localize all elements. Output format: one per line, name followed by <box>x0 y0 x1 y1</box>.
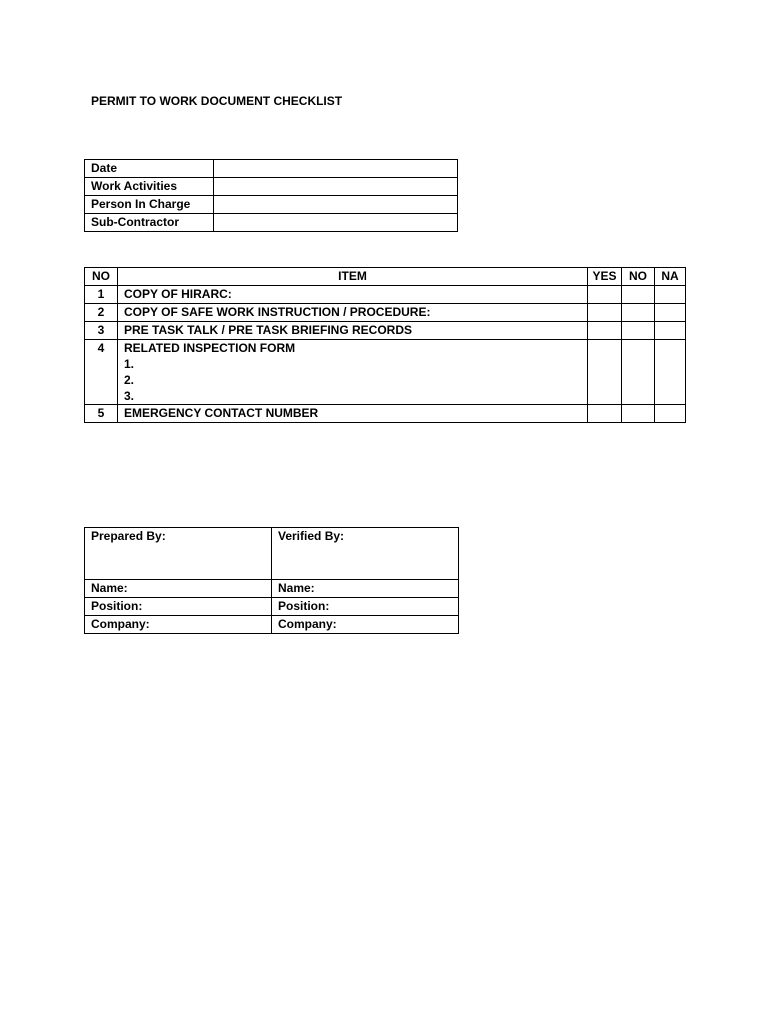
person-in-charge-label: Person In Charge <box>85 196 214 214</box>
na-cell[interactable] <box>655 322 686 340</box>
verified-company-label: Company: <box>272 616 459 634</box>
page-title: PERMIT TO WORK DOCUMENT CHECKLIST <box>91 94 343 108</box>
no-cell[interactable] <box>622 286 655 304</box>
info-row-work-activities <box>85 178 458 196</box>
sub-contractor-label: Sub-Contractor <box>85 214 214 232</box>
table-row <box>85 340 686 405</box>
info-row-person-in-charge <box>85 196 458 214</box>
row-number: 3 <box>85 322 118 340</box>
na-cell[interactable] <box>655 304 686 322</box>
header-no-answer: NO <box>622 268 655 286</box>
yes-cell[interactable] <box>588 304 622 322</box>
verified-position-label: Position: <box>272 598 459 616</box>
yes-cell[interactable] <box>588 340 622 405</box>
prepared-name-label: Name: <box>85 580 272 598</box>
row-number: 4 <box>85 340 118 405</box>
header-yes: YES <box>588 268 622 286</box>
table-row <box>85 286 686 304</box>
yes-cell[interactable] <box>588 405 622 423</box>
yes-cell[interactable] <box>588 286 622 304</box>
header-no: NO <box>85 268 118 286</box>
row-item: COPY OF SAFE WORK INSTRUCTION / PROCEDURE: <box>118 304 588 322</box>
no-cell[interactable] <box>622 340 655 405</box>
verified-name-label: Name: <box>272 580 459 598</box>
sub-item: 1. <box>124 357 135 371</box>
row-item <box>118 340 588 405</box>
info-row-date <box>85 160 458 178</box>
row-number: 2 <box>85 304 118 322</box>
row-item-label: RELATED INSPECTION FORM <box>124 341 296 355</box>
company-row <box>85 616 459 634</box>
row-item: PRE TASK TALK / PRE TASK BRIEFING RECORDS <box>118 322 588 340</box>
info-row-sub-contractor <box>85 214 458 232</box>
row-item: EMERGENCY CONTACT NUMBER <box>118 405 588 423</box>
header-na: NA <box>655 268 686 286</box>
sub-item: 2. <box>124 373 135 387</box>
sub-contractor-field[interactable] <box>214 214 458 232</box>
info-table <box>84 159 458 232</box>
prepared-company-label: Company: <box>85 616 272 634</box>
row-item: COPY OF HIRARC: <box>118 286 588 304</box>
na-cell[interactable] <box>655 340 686 405</box>
na-cell[interactable] <box>655 405 686 423</box>
person-in-charge-field[interactable] <box>214 196 458 214</box>
checklist-header-row <box>85 268 686 286</box>
name-row <box>85 580 459 598</box>
prepared-by-label: Prepared By: <box>85 528 272 580</box>
signature-table <box>84 527 459 634</box>
work-activities-field[interactable] <box>214 178 458 196</box>
no-cell[interactable] <box>622 322 655 340</box>
no-cell[interactable] <box>622 405 655 423</box>
prepared-position-label: Position: <box>85 598 272 616</box>
table-row <box>85 304 686 322</box>
yes-cell[interactable] <box>588 322 622 340</box>
sub-item: 3. <box>124 389 135 403</box>
row-number: 5 <box>85 405 118 423</box>
verified-by-label: Verified By: <box>272 528 459 580</box>
header-item: ITEM <box>118 268 588 286</box>
checklist-table <box>84 267 686 423</box>
table-row <box>85 322 686 340</box>
na-cell[interactable] <box>655 286 686 304</box>
table-row <box>85 405 686 423</box>
work-activities-label: Work Activities <box>85 178 214 196</box>
row-number: 1 <box>85 286 118 304</box>
signature-row <box>85 528 459 580</box>
date-label: Date <box>85 160 214 178</box>
position-row <box>85 598 459 616</box>
no-cell[interactable] <box>622 304 655 322</box>
date-field[interactable] <box>214 160 458 178</box>
